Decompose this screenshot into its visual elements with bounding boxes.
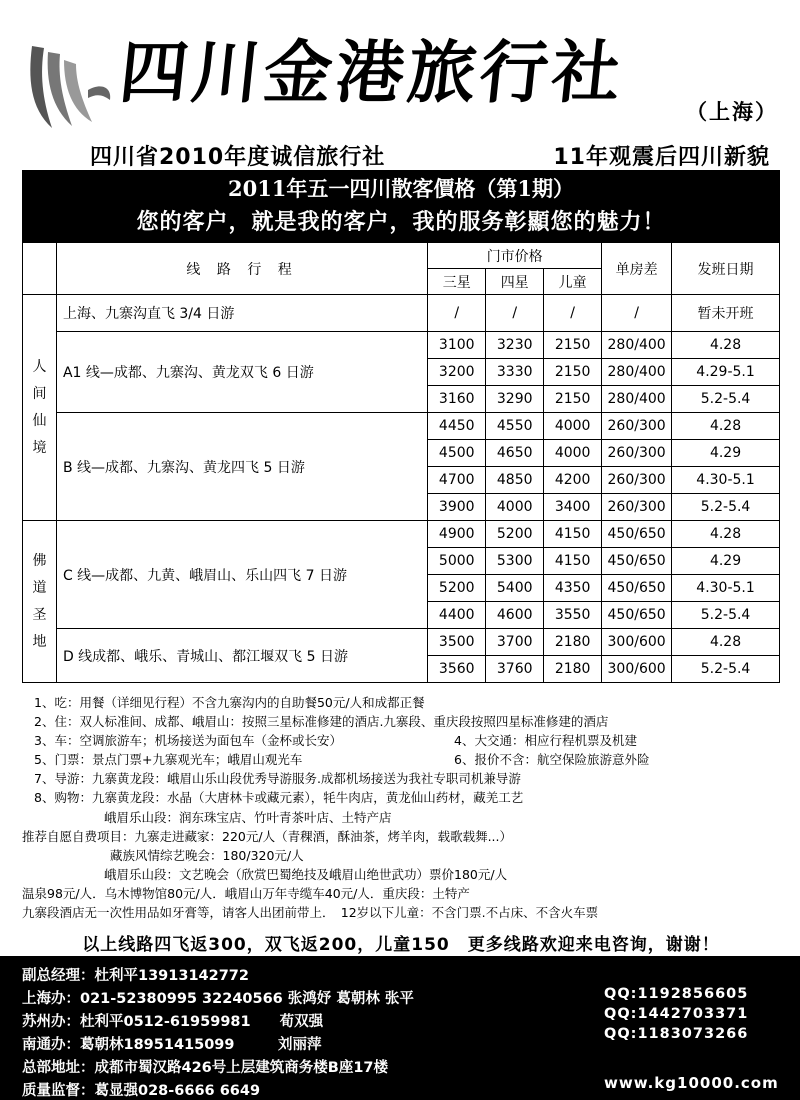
qq-number: QQ:1183073266 bbox=[604, 1026, 749, 1042]
note-line: 8、购物：九寨黄龙段：水晶（大唐林卡或藏元素），牦牛肉店，黄龙仙山药材，藏羌工艺 bbox=[34, 790, 524, 806]
group-label-text: 佛道圣地 bbox=[32, 552, 47, 650]
banner-slogan: 您的客户，就是我的客户，我的服务彰顯您的魅力！ bbox=[136, 209, 666, 235]
header-row bbox=[23, 243, 780, 269]
note-line: 九寨段酒店无一次性用品如牙膏等，请客人出团前带上． 12岁以下儿童：不含门票.不占床、不含火车票 bbox=[22, 905, 599, 921]
title-banner bbox=[22, 170, 780, 242]
price-child: 3400 bbox=[544, 494, 602, 521]
single-supplement: 260/300 bbox=[602, 467, 672, 494]
price-four-star: 4550 bbox=[486, 413, 544, 440]
table-row bbox=[23, 332, 780, 359]
price-three-star: 3100 bbox=[428, 332, 486, 359]
group-label bbox=[23, 521, 57, 683]
note-line: 推荐自愿自费项目：九寨走进藏家：220元/人（青稞酒，酥油茶，烤羊肉，载歌载舞...） bbox=[22, 828, 512, 844]
price-four-star: 5400 bbox=[486, 575, 544, 602]
departure-date: 5.2-5.4 bbox=[672, 602, 780, 629]
single-supplement: 260/300 bbox=[602, 440, 672, 467]
price-four-star: 4650 bbox=[486, 440, 544, 467]
price-four-star: 3290 bbox=[486, 386, 544, 413]
price-three-star: 4450 bbox=[428, 413, 486, 440]
price-three-star: 3900 bbox=[428, 494, 486, 521]
contact-line: 总部地址：成都市蜀汉路426号上层建筑商务楼B座17楼 bbox=[22, 1060, 388, 1076]
table-row bbox=[23, 413, 780, 440]
departure-date: 4.29-5.1 bbox=[672, 359, 780, 386]
group-label bbox=[23, 295, 57, 521]
route-cell: A1 线—成都、九寨沟、黄龙双飞 6 日游 bbox=[56, 332, 427, 413]
note-line: 峨眉乐山段：润东珠宝店、竹叶青茶叶店、土特产店 bbox=[104, 809, 392, 825]
price-table bbox=[22, 242, 780, 683]
single-supplement: 450/650 bbox=[602, 602, 672, 629]
note-line: 温泉98元/人．乌木博物馆80元/人．峨眉山万年寺缆车40元/人．重庆段：土特产 bbox=[22, 885, 470, 901]
price-child: 4000 bbox=[544, 413, 602, 440]
qq-number: QQ:1442703371 bbox=[604, 1006, 749, 1022]
contact-line: 质量监督：葛显强028-6666 6649 bbox=[22, 1083, 261, 1099]
single-supplement: 450/650 bbox=[602, 548, 672, 575]
price-three-star: 3160 bbox=[428, 386, 486, 413]
route-cell: 上海、九寨沟直飞 3/4 日游 bbox=[56, 295, 427, 332]
table-row bbox=[23, 295, 780, 332]
price-four-star: 5200 bbox=[486, 521, 544, 548]
contact-footer bbox=[0, 956, 800, 1100]
price-four-star: 5300 bbox=[486, 548, 544, 575]
single-supplement: 300/600 bbox=[602, 656, 672, 683]
contact-line: 南通办：葛朝林18951415099 刘丽萍 bbox=[22, 1037, 322, 1053]
group-label-text: 人间仙境 bbox=[32, 358, 47, 456]
price-child: 4350 bbox=[544, 575, 602, 602]
single-supplement: 280/400 bbox=[602, 332, 672, 359]
table-row bbox=[23, 521, 780, 548]
note-text-right: 4、大交通：相应行程机票及机建 bbox=[454, 733, 637, 749]
price-child: 2150 bbox=[544, 332, 602, 359]
single-supplement: 280/400 bbox=[602, 359, 672, 386]
departure-date: 5.2-5.4 bbox=[672, 656, 780, 683]
price-four-star: 4850 bbox=[486, 467, 544, 494]
website-link[interactable]: www.kg10000.com bbox=[604, 1074, 779, 1092]
departure-date: 4.28 bbox=[672, 332, 780, 359]
departure-date: 5.2-5.4 bbox=[672, 386, 780, 413]
price-four-star: 3230 bbox=[486, 332, 544, 359]
note-text: 3、车：空调旅游车；机场接送为面包车（金杯或长安） bbox=[34, 733, 342, 749]
price-child: 2180 bbox=[544, 629, 602, 656]
single-supplement: 260/300 bbox=[602, 413, 672, 440]
logo-icon bbox=[22, 38, 118, 134]
departure-date: 4.28 bbox=[672, 629, 780, 656]
price-child: 4000 bbox=[544, 440, 602, 467]
single-supp-header: 单房差 bbox=[602, 243, 672, 295]
departure-date: 4.29 bbox=[672, 548, 780, 575]
contact-line: 苏州办：杜利平0512-61959981 荀双强 bbox=[22, 1014, 324, 1030]
price-three-star: / bbox=[428, 295, 486, 332]
departure-date: 暂未开班 bbox=[672, 295, 780, 332]
departure-header: 发班日期 bbox=[672, 243, 780, 295]
departure-date: 4.28 bbox=[672, 521, 780, 548]
price-three-star: 4400 bbox=[428, 602, 486, 629]
city-label: （上海） bbox=[686, 100, 778, 124]
price-four-star: 3700 bbox=[486, 629, 544, 656]
price-child: 4200 bbox=[544, 467, 602, 494]
note-line: 藏族风情综艺晚会：180/320元/人 bbox=[110, 847, 304, 863]
three-star-header: 三星 bbox=[428, 269, 486, 295]
price-three-star: 4900 bbox=[428, 521, 486, 548]
departure-date: 4.30-5.1 bbox=[672, 575, 780, 602]
note-line: 峨眉乐山段：文艺晚会（欣赏巴蜀绝技及峨眉山绝世武功）票价180元/人 bbox=[104, 866, 508, 882]
route-cell: B 线—成都、九寨沟、黄龙四飞 5 日游 bbox=[56, 413, 427, 521]
departure-date: 4.28 bbox=[672, 413, 780, 440]
route-cell: D 线成都、峨乐、青城山、都江堰双飞 5 日游 bbox=[56, 629, 427, 683]
single-supplement: 260/300 bbox=[602, 494, 672, 521]
note-line: 2、住：双人标准间、成都、峨眉山：按照三星标准修建的酒店.九寨段、重庆段按照四星标准修建的酒店 bbox=[34, 714, 609, 730]
price-four-star: 3330 bbox=[486, 359, 544, 386]
tagline-right: 11年观震后四川新貌 bbox=[553, 145, 770, 170]
note-text-right: 6、报价不含：航空保险旅游意外险 bbox=[454, 752, 650, 768]
note-line: 7、导游：九寨黄龙段：峨眉山乐山段优秀导游服务.成都机场接送为我社专职司机兼导游 bbox=[34, 771, 521, 787]
note-line: 1、吃：用餐（详细见行程）不含九寨沟内的自助餐50元/人和成都正餐 bbox=[34, 695, 425, 710]
contact-line: 副总经理：杜利平13913142772 bbox=[22, 968, 249, 984]
price-child: 4150 bbox=[544, 548, 602, 575]
single-supplement: 450/650 bbox=[602, 575, 672, 602]
single-supplement: 450/650 bbox=[602, 521, 672, 548]
price-three-star: 4500 bbox=[428, 440, 486, 467]
single-supplement: / bbox=[602, 295, 672, 332]
price-four-star: 4600 bbox=[486, 602, 544, 629]
taglines bbox=[90, 140, 770, 171]
promo-banner: 以上线路四飞返300，双飞返200，儿童150 更多线路欢迎来电咨询，谢谢！ bbox=[82, 935, 720, 955]
price-child: / bbox=[544, 295, 602, 332]
price-three-star: 4700 bbox=[428, 467, 486, 494]
note-line bbox=[34, 750, 774, 769]
price-three-star: 5000 bbox=[428, 548, 486, 575]
price-child: 2150 bbox=[544, 359, 602, 386]
table-row bbox=[23, 629, 780, 656]
four-star-header: 四星 bbox=[486, 269, 544, 295]
price-four-star: 4000 bbox=[486, 494, 544, 521]
note-text: 5、门票：景点门票+九寨观光车；峨眉山观光车 bbox=[34, 752, 303, 768]
banner-title: 2011年五一四川散客價格（第1期） bbox=[227, 176, 575, 201]
price-four-star: / bbox=[486, 295, 544, 332]
route-cell: C 线—成都、九黄、峨眉山、乐山四飞 7 日游 bbox=[56, 521, 427, 629]
price-three-star: 3200 bbox=[428, 359, 486, 386]
price-four-star: 3760 bbox=[486, 656, 544, 683]
single-supplement: 300/600 bbox=[602, 629, 672, 656]
note-line bbox=[34, 731, 774, 750]
notes-section bbox=[22, 693, 774, 922]
route-header: 线 路 行 程 bbox=[56, 243, 427, 295]
qq-number: QQ:1192856605 bbox=[604, 986, 749, 1002]
price-child: 3550 bbox=[544, 602, 602, 629]
brand-name: 四川金港旅行社 bbox=[115, 33, 629, 113]
price-three-star: 3560 bbox=[428, 656, 486, 683]
departure-date: 4.30-5.1 bbox=[672, 467, 780, 494]
departure-date: 4.29 bbox=[672, 440, 780, 467]
price-child: 4150 bbox=[544, 521, 602, 548]
group-header-cell bbox=[23, 243, 57, 295]
door-price-header: 门市价格 bbox=[428, 243, 602, 269]
contact-line: 上海办：021-52380995 32240566 张鸿妤 葛朝林 张平 bbox=[22, 991, 414, 1007]
price-three-star: 5200 bbox=[428, 575, 486, 602]
single-supplement: 280/400 bbox=[602, 386, 672, 413]
price-three-star: 3500 bbox=[428, 629, 486, 656]
price-child: 2180 bbox=[544, 656, 602, 683]
departure-date: 5.2-5.4 bbox=[672, 494, 780, 521]
price-child: 2150 bbox=[544, 386, 602, 413]
tagline-left: 四川省2010年度诚信旅行社 bbox=[90, 145, 386, 170]
child-header: 儿童 bbox=[544, 269, 602, 295]
